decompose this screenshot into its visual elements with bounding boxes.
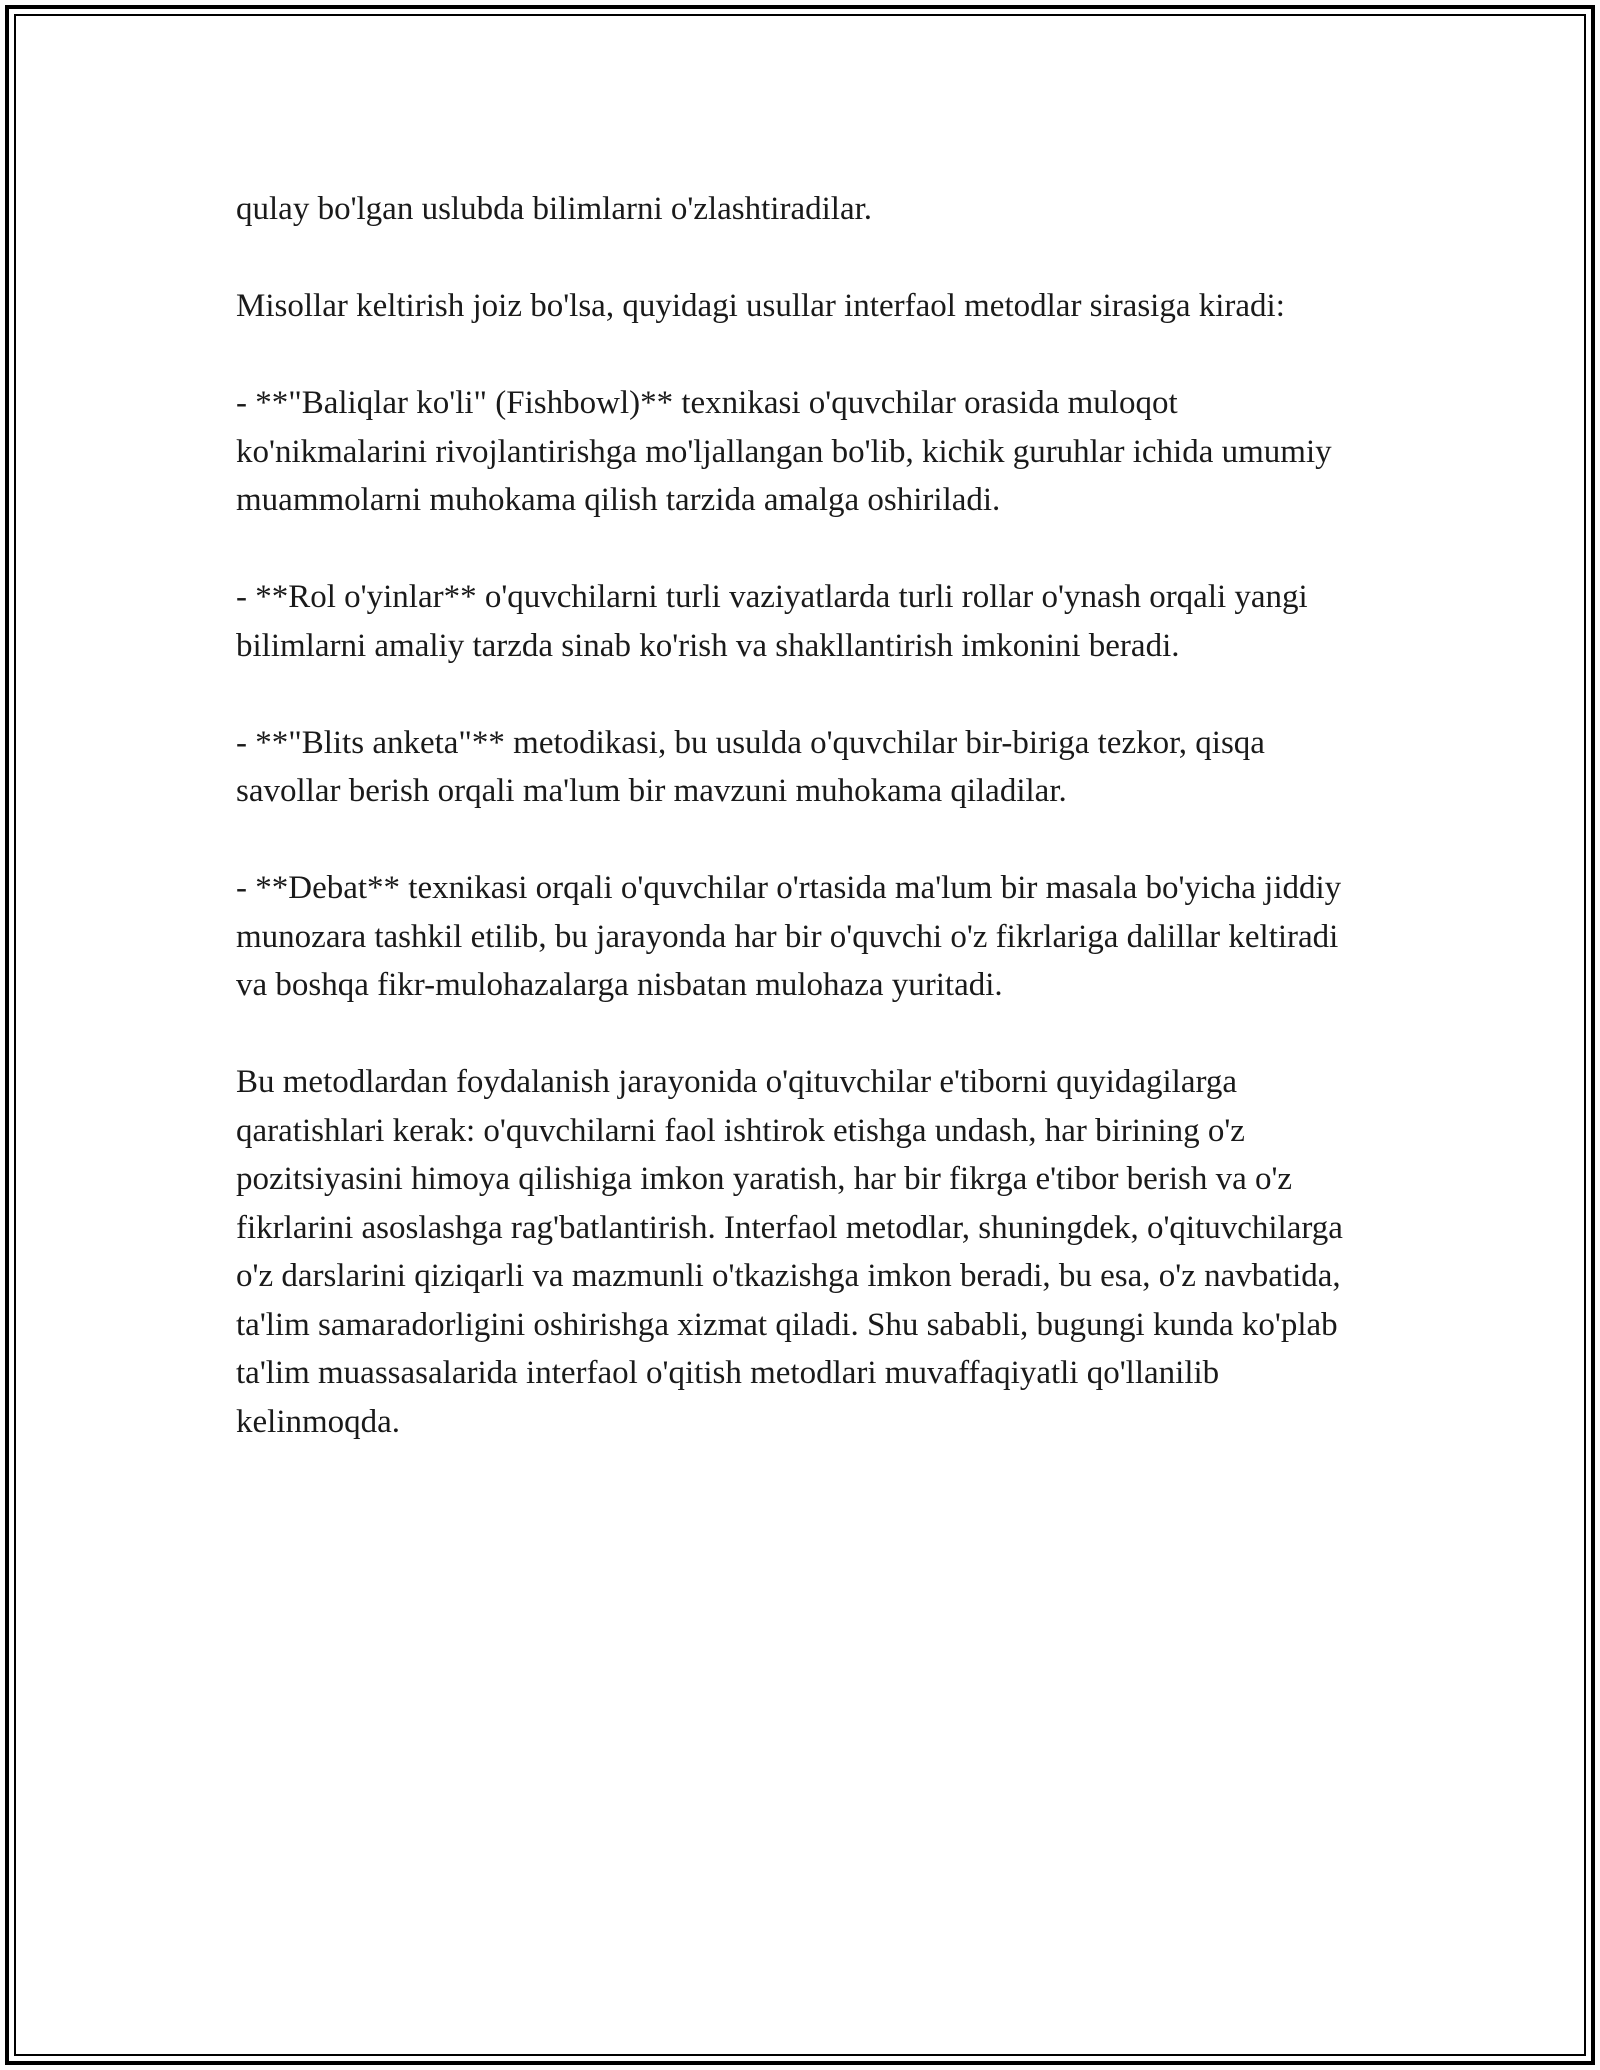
paragraph-continuation: qulay bo'lgan uslubda bilimlarni o'zlashtiradilar. — [236, 191, 873, 227]
list-item-role-play: - **Rol o'yinlar** o'quvchilarni turli vaziyatlarda turli rollar o'ynash orqali yangi bilimlarni amaliy tarzda sinab ko'rish va shakllantirish imkonini beradi. — [236, 579, 1308, 664]
document-body — [236, 185, 1376, 1446]
list-item-debate: - **Debat** texnikasi orqali o'quvchilar o'rtasida ma'lum bir masala bo'yicha jiddiy munozara tashkil etilib, bu jarayonda har bir o'quvchi o'z fikrlariga dalillar keltiradi va boshqa fikr-mulohazalarga nisbatan mulohaza yuritadi. — [236, 870, 1342, 1003]
list-item-fishbowl: - **"Baliqlar ko'li" (Fishbowl)** texnikasi o'quvchilar orasida muloqot ko'nikmalarini rivojlantirishga mo'ljallangan bo'lib, kichik guruhlar ichida umumiy muammolarni muhokama qilish tarzida amalga oshiriladi. — [236, 385, 1332, 518]
paragraph-intro-examples: Misollar keltirish joiz bo'lsa, quyidagi usullar interfaol metodlar sirasiga kiradi: — [236, 288, 1285, 324]
paragraph-conclusion: Bu metodlardan foydalanish jarayonida o'qituvchilar e'tiborni quyidagilarga qaratishlari kerak: o'quvchilarni faol ishtirok etishga undash, har birining o'z pozitsiyasini himoya qilishiga imkon yaratish, har bir fikrga e'tibor berish va o'z fikrlarini asoslashga rag'batlantirish. Interfaol metodlar, shuningdek, o'qituvchilarga o'z darslarini qiziqarli va mazmunli o'tkazishga imkon beradi, bu esa, o'z navbatida, ta'lim samaradorligini oshirishga xizmat qiladi. Shu sababli, bugungi kunda ko'plab ta'lim muassasalarida interfaol o'qitish metodlari muvaffaqiyatli qo'llanilib kelinmoqda. — [236, 1064, 1343, 1440]
list-item-blitz-survey: - **"Blits anketa"** metodikasi, bu usulda o'quvchilar bir-biriga tezkor, qisqa savollar berish orqali ma'lum bir mavzuni muhokama qiladilar. — [236, 724, 1265, 809]
